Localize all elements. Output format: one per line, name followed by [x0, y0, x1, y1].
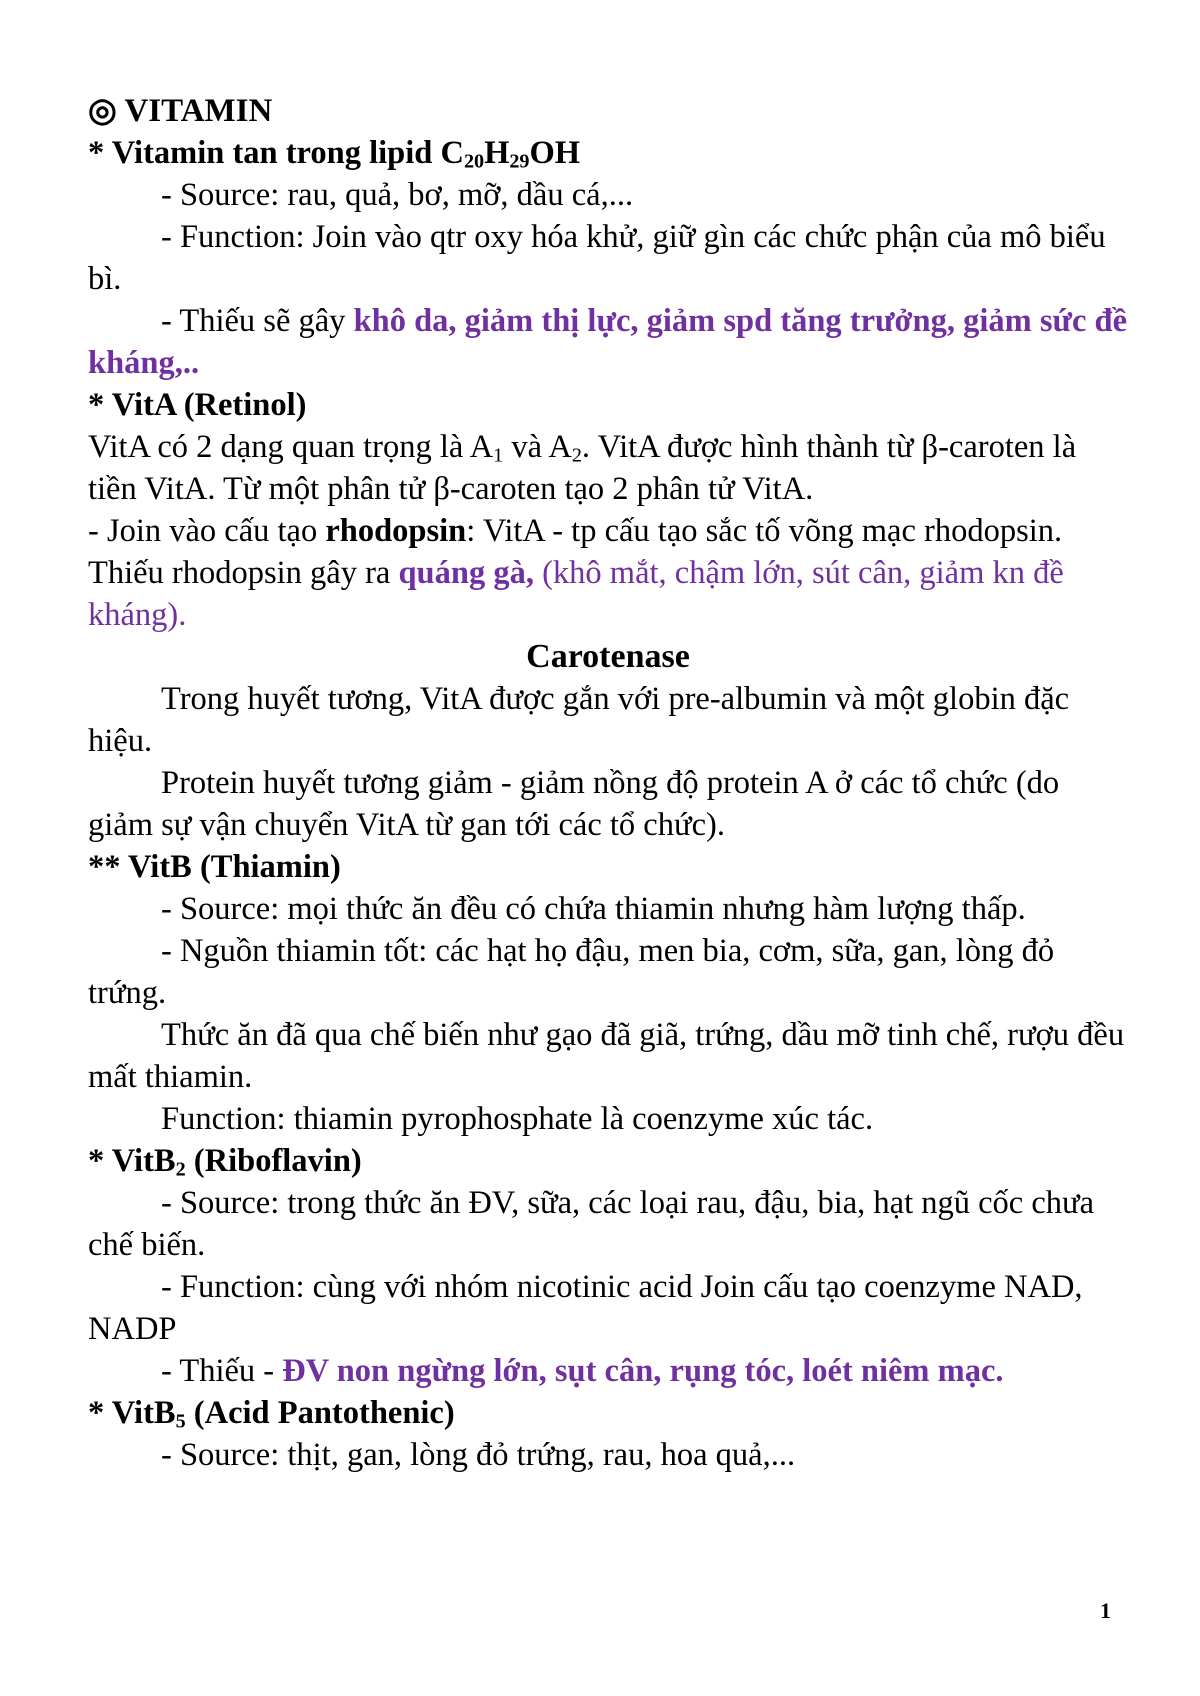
- vita-rhodopsin: - Join vào cấu tạo rhodopsin: VitA - tp cấu tạo sắc tố võng mạc rhodopsin.: [88, 513, 1063, 549]
- vitb-function: Function: thiamin pyrophosphate là coenzyme xúc tác.: [161, 1101, 874, 1137]
- vita-heading: * VitA (Retinol): [88, 387, 307, 423]
- page-number: 1: [1100, 1598, 1111, 1623]
- vita-forms: VitA có 2 dạng quan trọng là $A_1$ và $A_2$. VitA được hình thành từ β-caroten là tiền VitA. Từ một phân tử β-caroten tạo 2 phân tử VitA.: [88, 429, 1077, 507]
- lipid-source: - Source: rau, quả, bơ, mỡ, dầu cá,...: [161, 177, 634, 213]
- vitb-processed: Thức ăn đã qua chế biến như gạo đã giã, trứng, dầu mỡ tinh chế, rượu đều mất thiamin.: [88, 1017, 1125, 1095]
- lipid-vitamin-heading: * Vitamin tan trong lipid $C_{20}H_{29}OH$: [88, 135, 581, 173]
- lipid-function: - Function: Join vào qtr oxy hóa khử, giữ gìn các chức phận của mô biểu bì.: [88, 219, 1106, 297]
- vitb-source: - Source: mọi thức ăn đều có chứa thiamin nhưng hàm lượng thấp.: [161, 891, 1026, 927]
- carotenase-heading: Carotenase: [526, 638, 690, 675]
- carotenase-p2: Protein huyết tương giảm - giảm nồng độ protein A ở các tổ chức (do giảm sự vận chuyển VitA từ gan tới các tổ chức).: [88, 765, 1060, 843]
- deficiency-emphasis: khô da, giảm thị lực, giảm spd tăng trưởng, giảm sức đề kháng,..: [88, 303, 1128, 381]
- vitb2-deficiency: - Thiếu - ĐV non ngừng lớn, sụt cân, rụng tóc, loét niêm mạc.: [161, 1353, 1004, 1389]
- vitb-heading: ** VitB (Thiamin): [88, 849, 341, 885]
- carotenase-p1: Trong huyết tương, VitA được gắn với pre-albumin và một globin đặc hiệu.: [88, 681, 1070, 759]
- vita-deficiency: Thiếu rhodopsin gây ra quáng gà, (khô mắt, chậm lớn, sút cân, giảm kn đề kháng).: [88, 555, 1064, 633]
- vitb-good-sources: - Nguồn thiamin tốt: các hạt họ đậu, men bia, cơm, sữa, gan, lòng đỏ trứng.: [88, 933, 1055, 1011]
- vitb5-heading: * VitB$_5$ (Acid Pantothenic): [88, 1395, 455, 1433]
- document-body: [88, 90, 1128, 1476]
- vitb5-source: - Source: thịt, gan, lòng đỏ trứng, rau, hoa quả,...: [161, 1437, 796, 1473]
- circle-icon: ◎: [88, 93, 117, 129]
- section-title: ◎ VITAMIN: [88, 93, 273, 129]
- lipid-deficiency: - Thiếu sẽ gây khô da, giảm thị lực, giảm spd tăng trưởng, giảm sức đề kháng,..: [88, 303, 1128, 381]
- vitb2-function: - Function: cùng với nhóm nicotinic acid Join cấu tạo coenzyme NAD, NADP: [88, 1269, 1083, 1347]
- vitb2-source: - Source: trong thức ăn ĐV, sữa, các loại rau, đậu, bia, hạt ngũ cốc chưa chế biến.: [88, 1185, 1095, 1263]
- vitb2-heading: * VitB$_2$ (Riboflavin): [88, 1143, 362, 1181]
